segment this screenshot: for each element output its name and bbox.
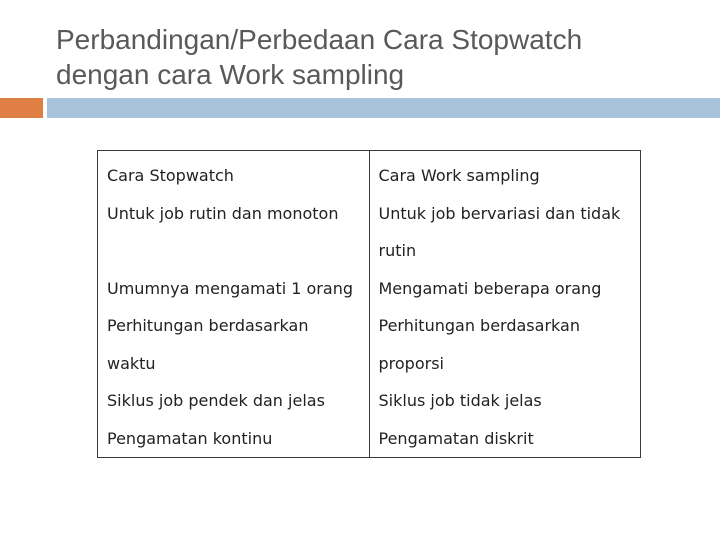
stopwatch-line: Pengamatan kontinu <box>107 428 273 448</box>
accent-block <box>0 98 43 118</box>
stopwatch-line: Siklus job pendek dan jelas <box>107 391 325 410</box>
stopwatch-header: Cara Stopwatch <box>107 166 234 185</box>
comparison-table <box>97 150 641 458</box>
work-sampling-header: Cara Work sampling <box>378 166 540 185</box>
stopwatch-line: Perhitungan berdasarkan <box>107 316 309 335</box>
work-sampling-line: Mengamati beberapa orang <box>378 278 602 298</box>
work-sampling-line: rutin <box>378 241 417 260</box>
work-sampling-column-cell <box>369 151 641 458</box>
work-sampling-line: Siklus job tidak jelas <box>378 391 542 410</box>
slide-title <box>56 22 696 92</box>
work-sampling-line: Pengamatan diskrit <box>378 428 534 448</box>
work-sampling-line: Untuk job bervariasi dan tidak <box>378 203 621 223</box>
stopwatch-line: waktu <box>107 353 156 373</box>
stopwatch-line <box>107 232 360 270</box>
stopwatch-line: Umumnya mengamati 1 orang <box>107 278 353 298</box>
title-line-2: dengan cara Work sampling <box>56 59 405 90</box>
stopwatch-column-cell <box>98 151 370 458</box>
title-rule-bar <box>47 98 720 118</box>
stopwatch-line: Untuk job rutin dan monoton <box>107 203 339 223</box>
work-sampling-line: proporsi <box>378 353 444 373</box>
title-line-1: Perbandingan/Perbedaan Cara Stopwatch <box>56 24 583 55</box>
work-sampling-line: Perhitungan berdasarkan <box>378 316 580 335</box>
table-row <box>98 151 641 458</box>
